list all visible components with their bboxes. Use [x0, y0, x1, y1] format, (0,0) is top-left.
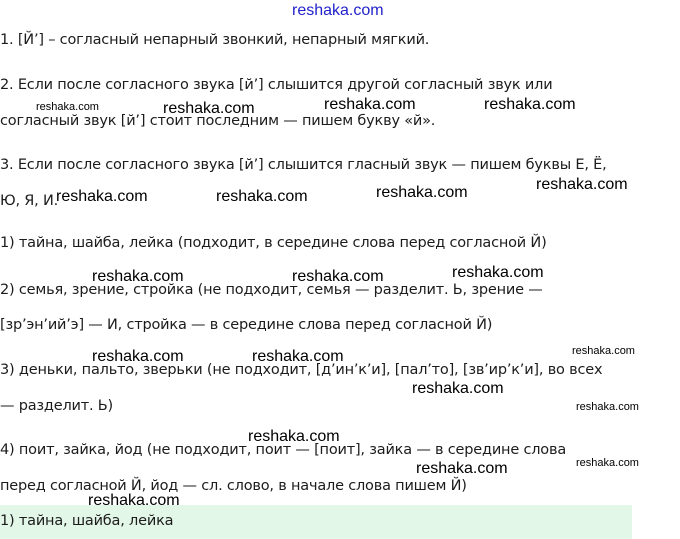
watermark: reshaka.com [572, 345, 635, 357]
watermark: reshaka.com [324, 96, 416, 113]
option-2-line-2: [зр’эн’ий’э] — И, стройка — в середине слова перед согласной Й) [0, 317, 493, 333]
rule-1: 1. [Й’] – согласный непарный звонкий, непарный мягкий. [0, 32, 430, 48]
watermark: reshaka.com [484, 96, 576, 113]
watermark: reshaka.com [36, 101, 99, 113]
watermark: reshaka.com [576, 457, 639, 469]
rule-3-line-1: 3. Если после согласного звука [й’] слышится гласный звук — пишем буквы Е, Ё, [0, 157, 607, 173]
watermark: reshaka.com [216, 188, 308, 205]
watermark: reshaka.com [163, 100, 255, 117]
watermark: reshaka.com [88, 492, 180, 509]
option-2-line-1: 2) семья, зрение, стройка (не подходит, семья — разделит. Ь, зрение — [0, 282, 543, 298]
option-3-line-2: — разделит. Ь) [0, 398, 114, 414]
watermark: reshaka.com [576, 401, 639, 413]
watermark: reshaka.com [412, 380, 504, 397]
rule-3-line-2: Ю, Я, И. [0, 193, 59, 209]
rule-2-line-1: 2. Если после согласного звука [й’] слышится другой согласный звук или [0, 77, 553, 93]
answer-text: 1) тайна, шайба, лейка [0, 513, 174, 529]
site-logo[interactable]: reshaka.com [292, 2, 384, 19]
option-4-line-1: 4) поит, зайка, йод (не подходит, поит — [поит], зайка — в середине слова [0, 442, 567, 458]
option-4-line-2: перед согласной Й, йод — сл. слово, в начале слова пишем Й) [0, 478, 467, 494]
watermark: reshaka.com [376, 184, 468, 201]
watermark: reshaka.com [452, 264, 544, 281]
watermark: reshaka.com [248, 428, 340, 445]
watermark: reshaka.com [56, 188, 148, 205]
watermark: reshaka.com [416, 460, 508, 477]
watermark: reshaka.com [92, 268, 184, 285]
watermark: reshaka.com [292, 268, 384, 285]
watermark: reshaka.com [92, 348, 184, 365]
watermark: reshaka.com [536, 176, 628, 193]
rule-2-line-2: согласный звук [й’] стоит последним — пишем букву «й». [0, 113, 436, 129]
option-3-line-1: 3) деньки, пальто, зверьки (не подходит, [д’ин’к’и], [пал’то], [зв’ир’к’и], во всех [0, 362, 603, 378]
option-1: 1) тайна, шайба, лейка (подходит, в середине слова перед согласной Й) [0, 235, 547, 251]
watermark: reshaka.com [252, 348, 344, 365]
